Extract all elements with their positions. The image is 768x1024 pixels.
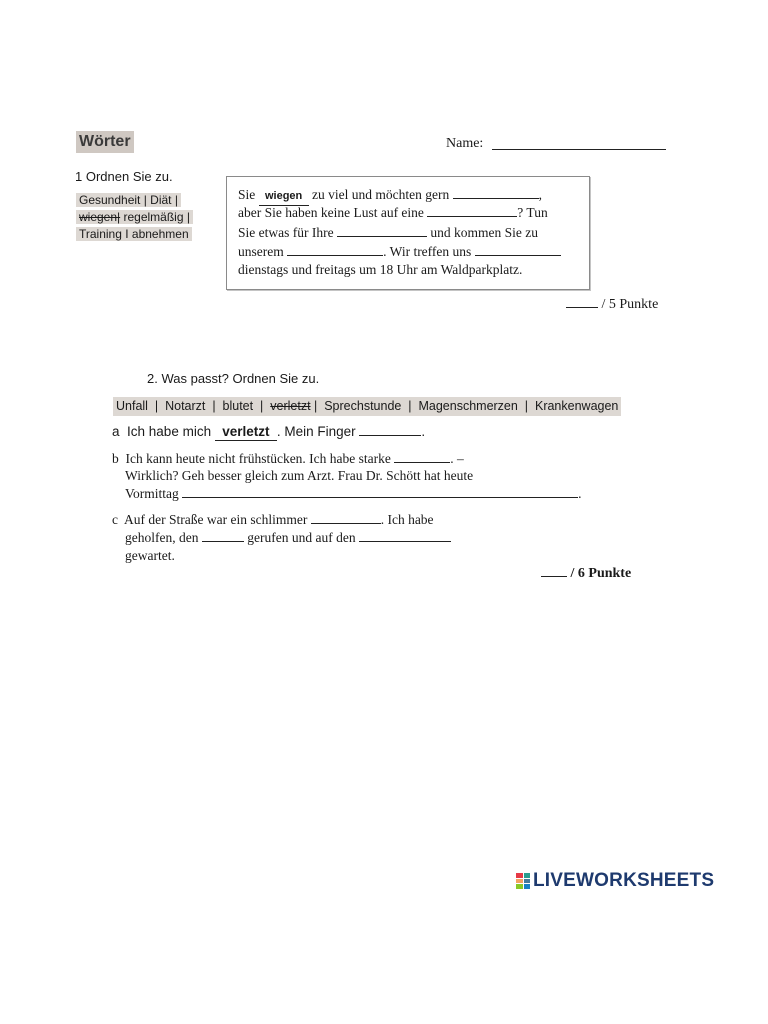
- logo-cell: [516, 873, 523, 878]
- text: gerufen und auf den: [247, 530, 356, 545]
- text-line-2: [238, 204, 548, 222]
- word-bank-line-1: [76, 192, 181, 209]
- text-line-3: [238, 224, 538, 242]
- text: ? Tun: [517, 205, 548, 220]
- item-letter: b: [112, 451, 119, 466]
- answer-blank[interactable]: [394, 450, 450, 463]
- text: Sie: [238, 187, 256, 202]
- answer-blank[interactable]: [475, 243, 561, 256]
- logo-text: LIVEWORKSHEETS: [533, 870, 715, 891]
- exercise-2-heading: 2. Was passt? Ordnen Sie zu.: [147, 371, 320, 386]
- text: .: [578, 486, 582, 501]
- answer-blank[interactable]: [453, 186, 539, 199]
- answer-blank[interactable]: [287, 243, 383, 256]
- text: .: [421, 424, 426, 439]
- text: geholfen, den: [125, 530, 199, 545]
- exercise-2-word-bank: [113, 397, 621, 416]
- item-b-line-2: [125, 467, 473, 485]
- word-bank-text: Unfall | Notarzt | blutet |: [116, 399, 271, 413]
- liveworksheets-logo-icon: [516, 873, 530, 889]
- item-c-line-1: [112, 511, 434, 529]
- text: Auf der Straße war ein schlimmer: [124, 512, 308, 527]
- word-bank-text: [76, 210, 193, 224]
- struck-word: wiegen: [79, 210, 118, 224]
- logo-cell: [516, 884, 523, 889]
- word-bank-text: Training I abnehmen: [76, 227, 192, 241]
- text: gewartet.: [125, 548, 175, 563]
- text: . Mein Finger: [276, 424, 356, 439]
- answer-blank[interactable]: [359, 529, 451, 542]
- item-letter: c: [112, 512, 118, 527]
- logo-cell: [524, 873, 531, 878]
- struck-word: verletzt: [270, 399, 311, 413]
- exercise-1-heading: 1 Ordnen Sie zu.: [75, 169, 173, 184]
- answer-blank[interactable]: [202, 529, 244, 542]
- item-a: [112, 423, 425, 441]
- word-bank-text: Gesundheit | Diät |: [76, 193, 181, 207]
- text-line-1: [238, 186, 542, 206]
- word-bank-line-2: [76, 209, 193, 226]
- worksheet-title: Wörter: [76, 131, 134, 153]
- answer-blank[interactable]: [427, 204, 517, 217]
- points-label: / 5 Punkte: [601, 297, 659, 312]
- logo-cell: [524, 879, 531, 884]
- text: . Wir treffen uns: [383, 244, 472, 259]
- text: dienstags und freitags um 18 Uhr am Waldparkplatz.: [238, 262, 523, 277]
- text-line-5: [238, 261, 522, 279]
- name-field-line[interactable]: [492, 149, 666, 150]
- logo-cell: [516, 879, 523, 884]
- text: Ich habe mich: [127, 424, 212, 439]
- logo-cell: [524, 884, 531, 889]
- text: Sie etwas für Ihre: [238, 225, 334, 240]
- exercise-1-score: [566, 295, 658, 313]
- answer-blank[interactable]: [311, 511, 381, 524]
- item-letter: a: [112, 424, 120, 439]
- name-label: Name:: [446, 136, 484, 151]
- item-b-line-1: [112, 450, 464, 468]
- text: . Ich habe: [380, 512, 434, 527]
- text: unserem: [238, 244, 284, 259]
- text-line-4: [238, 243, 561, 261]
- text: aber Sie haben keine Lust auf eine: [238, 205, 424, 220]
- liveworksheets-logo: [516, 871, 714, 891]
- answer-blank-filled[interactable]: verletzt: [215, 424, 277, 441]
- answer-blank[interactable]: [337, 224, 427, 237]
- answer-blank[interactable]: [182, 485, 578, 498]
- text: Ich kann heute nicht frühstücken. Ich habe starke: [125, 451, 391, 466]
- answer-blank[interactable]: [359, 423, 421, 436]
- score-blank[interactable]: [541, 564, 567, 577]
- word-bank-text: | Sprechstunde | Magenschmerzen | Krankenwagen: [310, 399, 619, 413]
- struck-separator: |: [117, 210, 121, 224]
- item-c-line-3: [125, 547, 175, 565]
- text: und kommen Sie zu: [430, 225, 538, 240]
- text: zu viel und möchten gern: [312, 187, 450, 202]
- text: Vormittag: [125, 486, 179, 501]
- item-c-line-2: [125, 529, 451, 547]
- answer-blank-filled[interactable]: wiegen: [259, 187, 309, 206]
- exercise-2-score: [541, 564, 631, 582]
- word-bank-text: regelmäßig |: [123, 210, 190, 224]
- item-b-line-3: [125, 485, 582, 503]
- text: ,: [538, 187, 542, 202]
- word-bank-line-3: [76, 226, 192, 243]
- text: Wirklich? Geh besser gleich zum Arzt. Frau Dr. Schött hat heute: [125, 468, 474, 483]
- text: . –: [450, 451, 464, 466]
- points-label: / 6 Punkte: [570, 566, 632, 581]
- score-blank[interactable]: [566, 295, 598, 308]
